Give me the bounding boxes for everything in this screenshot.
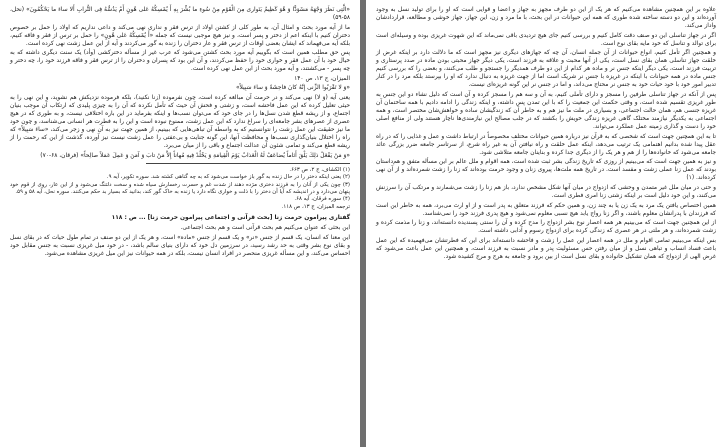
section-title: گفتاری پیرامون حرمت زنا [بحث قرآنی و اجتماعی پیرامون حرمت زنا] ... ص : ۱۱۸: [111, 215, 350, 222]
body-paragraph: اگر در جهاز تناسلی این دو صنف دقت کامل کنیم و بررسی کنیم جای هیچ تردیدی باقی نمی‌ماند که این شهوت غریزی بوده و وسیله‌ای است برای توالد و تناسل که خود مایه بقای نوع است.: [376, 32, 716, 47]
body-paragraph: بس اینکه می‌بینیم تمامی اقوام و ملل در همه اعصار این عمل را زشت و فاحشه دانسته‌اند برای این که فطرتشان می‌فهمیده که این عمل باعث فساد انساب و تباهی نسل و از میان رفتن حس مسئولیت پدر و مادر نسبت به فرزند است، و همچنین این عمل باعث می‌شود که غرض الهی از ازدواج که همان تشکیل خانواده و بقای نسل است از بین برود و جامعه به هرج و مرج کشیده شود.: [376, 237, 716, 260]
quran-verse-paragraph: «وَ لا تَقْرَبُوا الزِّنى إِنَّهُ كانَ فاحِشَةً وَ ساءَ سَبِیلاً»: [235, 85, 350, 92]
footnote: (۱) الکشاف، ج ۲، ص ۶۶۳.: [289, 166, 350, 173]
footnote: (۲) یعنی اینکه دختر را در حال زنده به گور باز خواست می‌شود که به چه گناهی کشته شد. سوره تکویر، آیه ۹.: [106, 174, 350, 181]
body-paragraph: یعنی آیه (وَ لا) نهی می‌کند و در حرمت آن مبالغه کرده است، چون نفرموده (زنا نکنید)، بلکه فرموده نزدیکش هم نشوید، و این نهی را به حیثی تعلیل کرده که این عمل فاحشه است، و زشتی و فحش آن حیث که تأمل نکرده که آن را به چیزی پلیدی که ارتکاب آن موجب بنیان اجتماع، و از ریشه قطع شدن نسل‌ها را در جای خود که می‌توان نسب‌ها و اینکه بفرماید در این باره اختلافی نیست، و به طوری که در هیچ عصری از عصرهای بشر جامعه‌ای را سراغ ندارد که این عمل زشت، ممنوع نبوده است و این را به فطرت هر انسانی می‌شناسد، و چون خود ما نیز حقیقت این عمل زشت را نتوانستیم که به واسطه آن تباهی‌هایی که ببینیم، از همین جهت نیز به آن نهی و زجر می‌کند، «ساءَ سَبِیلاً» که راه را اختلال بنیان‌گذاری نسب‌ها و محافظت آنها، این گونه جنایت و بی‌عفتی را عمل زشت نیست نیز آورده، گذشت از این که رحمت را از ریشه قطع می‌کند و تمامی شئون آن عدالت اجتماع و باقی را از میان می‌برد.: [10, 94, 350, 150]
body-paragraph: علاوه بر این همچنین مشاهده می‌کنیم که هر یک از این دو طرف مجهز به جهاز و اعضا و قوایی است که او را برای تولید نسل به وجود آورده‌اند و این دو دسته ساخته شده طوری که همه این حیوانات در این بحث، با ما مرد و زن، این جهاز، جهاز خوشی و مطالعه، قراردادشان واداز می‌کند.: [376, 7, 716, 30]
body-paragraph: تا به این همچنین جهت است که شخصی که به قرآن نیز درباره همین حیوانات مختلف مخصوصاً در ارتباط داشت و عمل و غذایی را که در راه عقل پیدا شده بدانیم اهتمامی یک ترتیب می‌دهد، اینکه عمل خلقت و راه نیافتن آن به غیر راه شرع، از سرتاسر جامعه ضرر بزرگی عائد جامعه می‌شود که خانواده‌ها را از هم و هر یک را از دیگری جدا کرده و بناینان جامعه متلاشی شود.: [376, 133, 716, 156]
quran-verse-paragraph: «الَّتِی نَظَرَ وَجْهَهُ مَسْوَدًّا وَ هُوَ كَظِیمٌ یَتَوارى مِنَ الْقَوْمِ مِنْ سُوءِ ما بُشِّرَ بِهِ أَ یُمْسِكُهُ عَلى هُونٍ أَمْ یَدُسُّهُ فِی التُّرابِ أَلا ساءَ ما یَحْكُمُونَ» (نحل، ۵۸-۵۹): [10, 7, 350, 22]
body-paragraph: از این همچنین جهت است که می‌بینیم هر همه اعصار نوع بشر ازدواج را مدح کرده و آن را سنتی پسندیده دانسته‌اند، و زنا را مذمت کرده و زشت شمرده‌اند، و هر ملتی در هر عصری که زندگی کرده برای ازدواج رسوم و آدابی داشته است.: [376, 220, 716, 235]
quran-verse-paragraph: «وَ مَنْ یَفْعَلْ ذلِكَ یَلْقَ أَثاماً یُضاعَفْ لَهُ الْعَذابُ یَوْمَ الْقِیامَةِ وَ یَخْلُدْ فِیهِ مُهاناً إِلاَّ مَنْ تابَ وَ آمَنَ وَ عَمِلَ عَمَلاً صالِحاً» (فرقان، ۶۸-۷۰): [40, 152, 350, 159]
body-paragraph: پس از آنکه در جهاز تناسلی طرفین را مسجز و دارای تأملی کنیم، به آن و سه هم را مسجز کرده و آن است که دلیل نشاء دو این جنس به طور غریزی تقسیم شده است، و وقتی حکمت این جمعیت را که با این تمدن پس داشته، و اینکه زندگی را ادامه دادیم با همه ساختمان آن غریزه جنسی هم، همان حالت اجتماعی، و بسیاری در ملت ما نیز هم و به خاطر آن که زندگیشان ساده و خواهش‌شان مختصر است، و همه اجتماعی به یکدیگر نیازمند مختلک گاهی غریزه زندگی خویش را بکشند که در جلب مصالح این نیازمندی‌ها ناچار هستند ولی از منافع اصلی خود را دست و گذاری زمینه عمل عملکرد می‌تواند.: [376, 91, 716, 131]
body-paragraph: و نیز به همین جهت است که می‌بینیم از روزی که تاریخ زندگی بشر ثبت شده است، همه اقوام و ملل عالم بر این مسأله متفق و هم‌داستان بودند که عمل زنا عملی زشت و مفسد است. در تاریخ همه ملت‌ها، پیروی زنان و وجود حرمت بوده‌اند که زنا را زشت شمرده‌اند و از آن نهی کرده‌اند. (۱): [376, 159, 716, 182]
body-paragraph: و همچنین اگر تأمل کنیم، انواع حیوانات از آن جمله انسان، آن چه که جهازهای دیگری نیز مجهز است که ما دلالت دارد بر اینکه غرض از خلقت جهاز تناسلی همان بقای نسل است، یکی از آنها محبت و علاقه به فرزند است، یکی دیگر جهاز محبتی بودن ماده در صدد پرستاری و تربیت فرزند است، یکی دیگر اینکه جنس نر و ماده هر کدام از این دو طرف همدیگر را جستجو و طلب می‌کنند، و بعضی را که بررسی کنیم جنس ماده در همه حیوانات با اینکه در غریزه با جنس نر شریک است اما از جهت غریزه به دنبال ندارد که او را بپرستد بلکه مرد را در کنار تدبیر امور خود با خود حیات خود به جنس نر محتاج می‌داند، و اما در جنس نر این گونه غریزه‌ای نیست.: [376, 50, 716, 89]
footnote: (۳) چون یکی از آنان را به فرزند دختری مژده دهند از شدت غم و حسرت رخسارش سیاه شده و سخت دلتنگ می‌شود و از این عار، روی از قوم خود پنهان می‌دارد و در اندیشه که آیا آن دختر را با ذلت و خواری نگاه دارد یا زنده به خاک گور کند، بدانید که بسیار بد حکم می‌کنند. سوره نحل، آیه ۵۸ و ۵۹.: [10, 181, 350, 196]
left-page: [0, 0, 360, 447]
left-middle-block: [10, 84, 350, 159]
body-paragraph: پس حق مطلب همین است که بگوییم آیه مورد بحث کشتن می‌شود که عرب غیر از مسأله دخترکشی (وأد) یک سنت دیگری داشته که به خیال خود با آن عمل فقر و خواری خود را حفظ می‌کردند، و آن این بود که پسران و دختران را از ترس فقر و فاقه فرزند خود را، چه دختر و چه پسر - می‌کشتند، و آیه مورد بحث از این عمل نهی کرده است.: [10, 50, 350, 73]
body-paragraph: همین اختصاص یافتن یک مرد به یک زن یا به چند زن، و همین حکم که فرزند متعلق به پدر است و از او ارث می‌برد، همه به خاطر این است که فرزندان با پدرانشان معلوم باشند، و اگر زنا رواج یابد هیچ نسبی معلوم نمی‌شود و هیچ پدری فرزند خود را نمی‌شناسد.: [376, 202, 716, 217]
left-top-block: [10, 6, 350, 83]
footnote-divider: [146, 163, 350, 164]
body-paragraph: و حتی در میان ملل غیر متمدن و وحشی که ازدواج در میان آنها شکل مشخص ندارد، باز هم زنا را زشت می‌شمارند و مرتکب آن را سرزنش می‌کنند، و این خود دلیل است بر اینکه زشتی زنا امری فطری است.: [376, 184, 716, 200]
footnote: (۴) سوره فرقان، آیه ۶۸.: [294, 196, 350, 203]
footnote: ترجمه المیزان، ج ۱۳، ص ۱۱۸.: [281, 203, 350, 210]
body-paragraph: این بحثی که عنوان می‌کنیم هم بحث قرآنی است و هم بحث اجتماعی.: [180, 225, 350, 232]
source-note: المیزان، ج ۱۳، ص ۱۴۰: [294, 75, 350, 82]
body-paragraph: ما از آیه مورد بحث و امثال آن، به طور کلی از کشتن اولاد از ترس فقر و نداری نهی می‌کند و داعی نداریم که اولاد را حمل بر خصوص دختران کنیم با اینکه اعم از دختر و پسر است، و نیز هیچ موجبی نیست که جمله «أَ یُمْسِكُهُ عَلى هُونٍ» را حمل بر ترس از فقر و فاقه کنیم، بلکه آیه می‌فهماند که ایشان بعضی اوقات از ترس فقر و عار دختران را زنده به گور می‌کردند و آیه از این عمل زشت نهی کرده است.: [10, 24, 350, 47]
left-bottom-block: [10, 224, 350, 258]
footnotes: [10, 167, 350, 211]
right-page: [366, 0, 726, 447]
body-paragraph: این معنا که انسان، یک قسم از جنس «نر» و یک قسم از جنس «ماده» است، و هر یک از این دو صنف در تمام طول حیات که در بقای نسل و بقای نوع بشر وقتی به حد رشد رسید، در سرزمین دل خود که دارای بنیای سالم باشد، - در خود میل غریزی نسبت به جنس مقابل خود احساس می‌کند، و این مسأله غریزی منحصر در افراد انسان نیست، بلکه در همه حیوانات نیز این میل غریزی مشاهده می‌شود.: [10, 234, 350, 257]
